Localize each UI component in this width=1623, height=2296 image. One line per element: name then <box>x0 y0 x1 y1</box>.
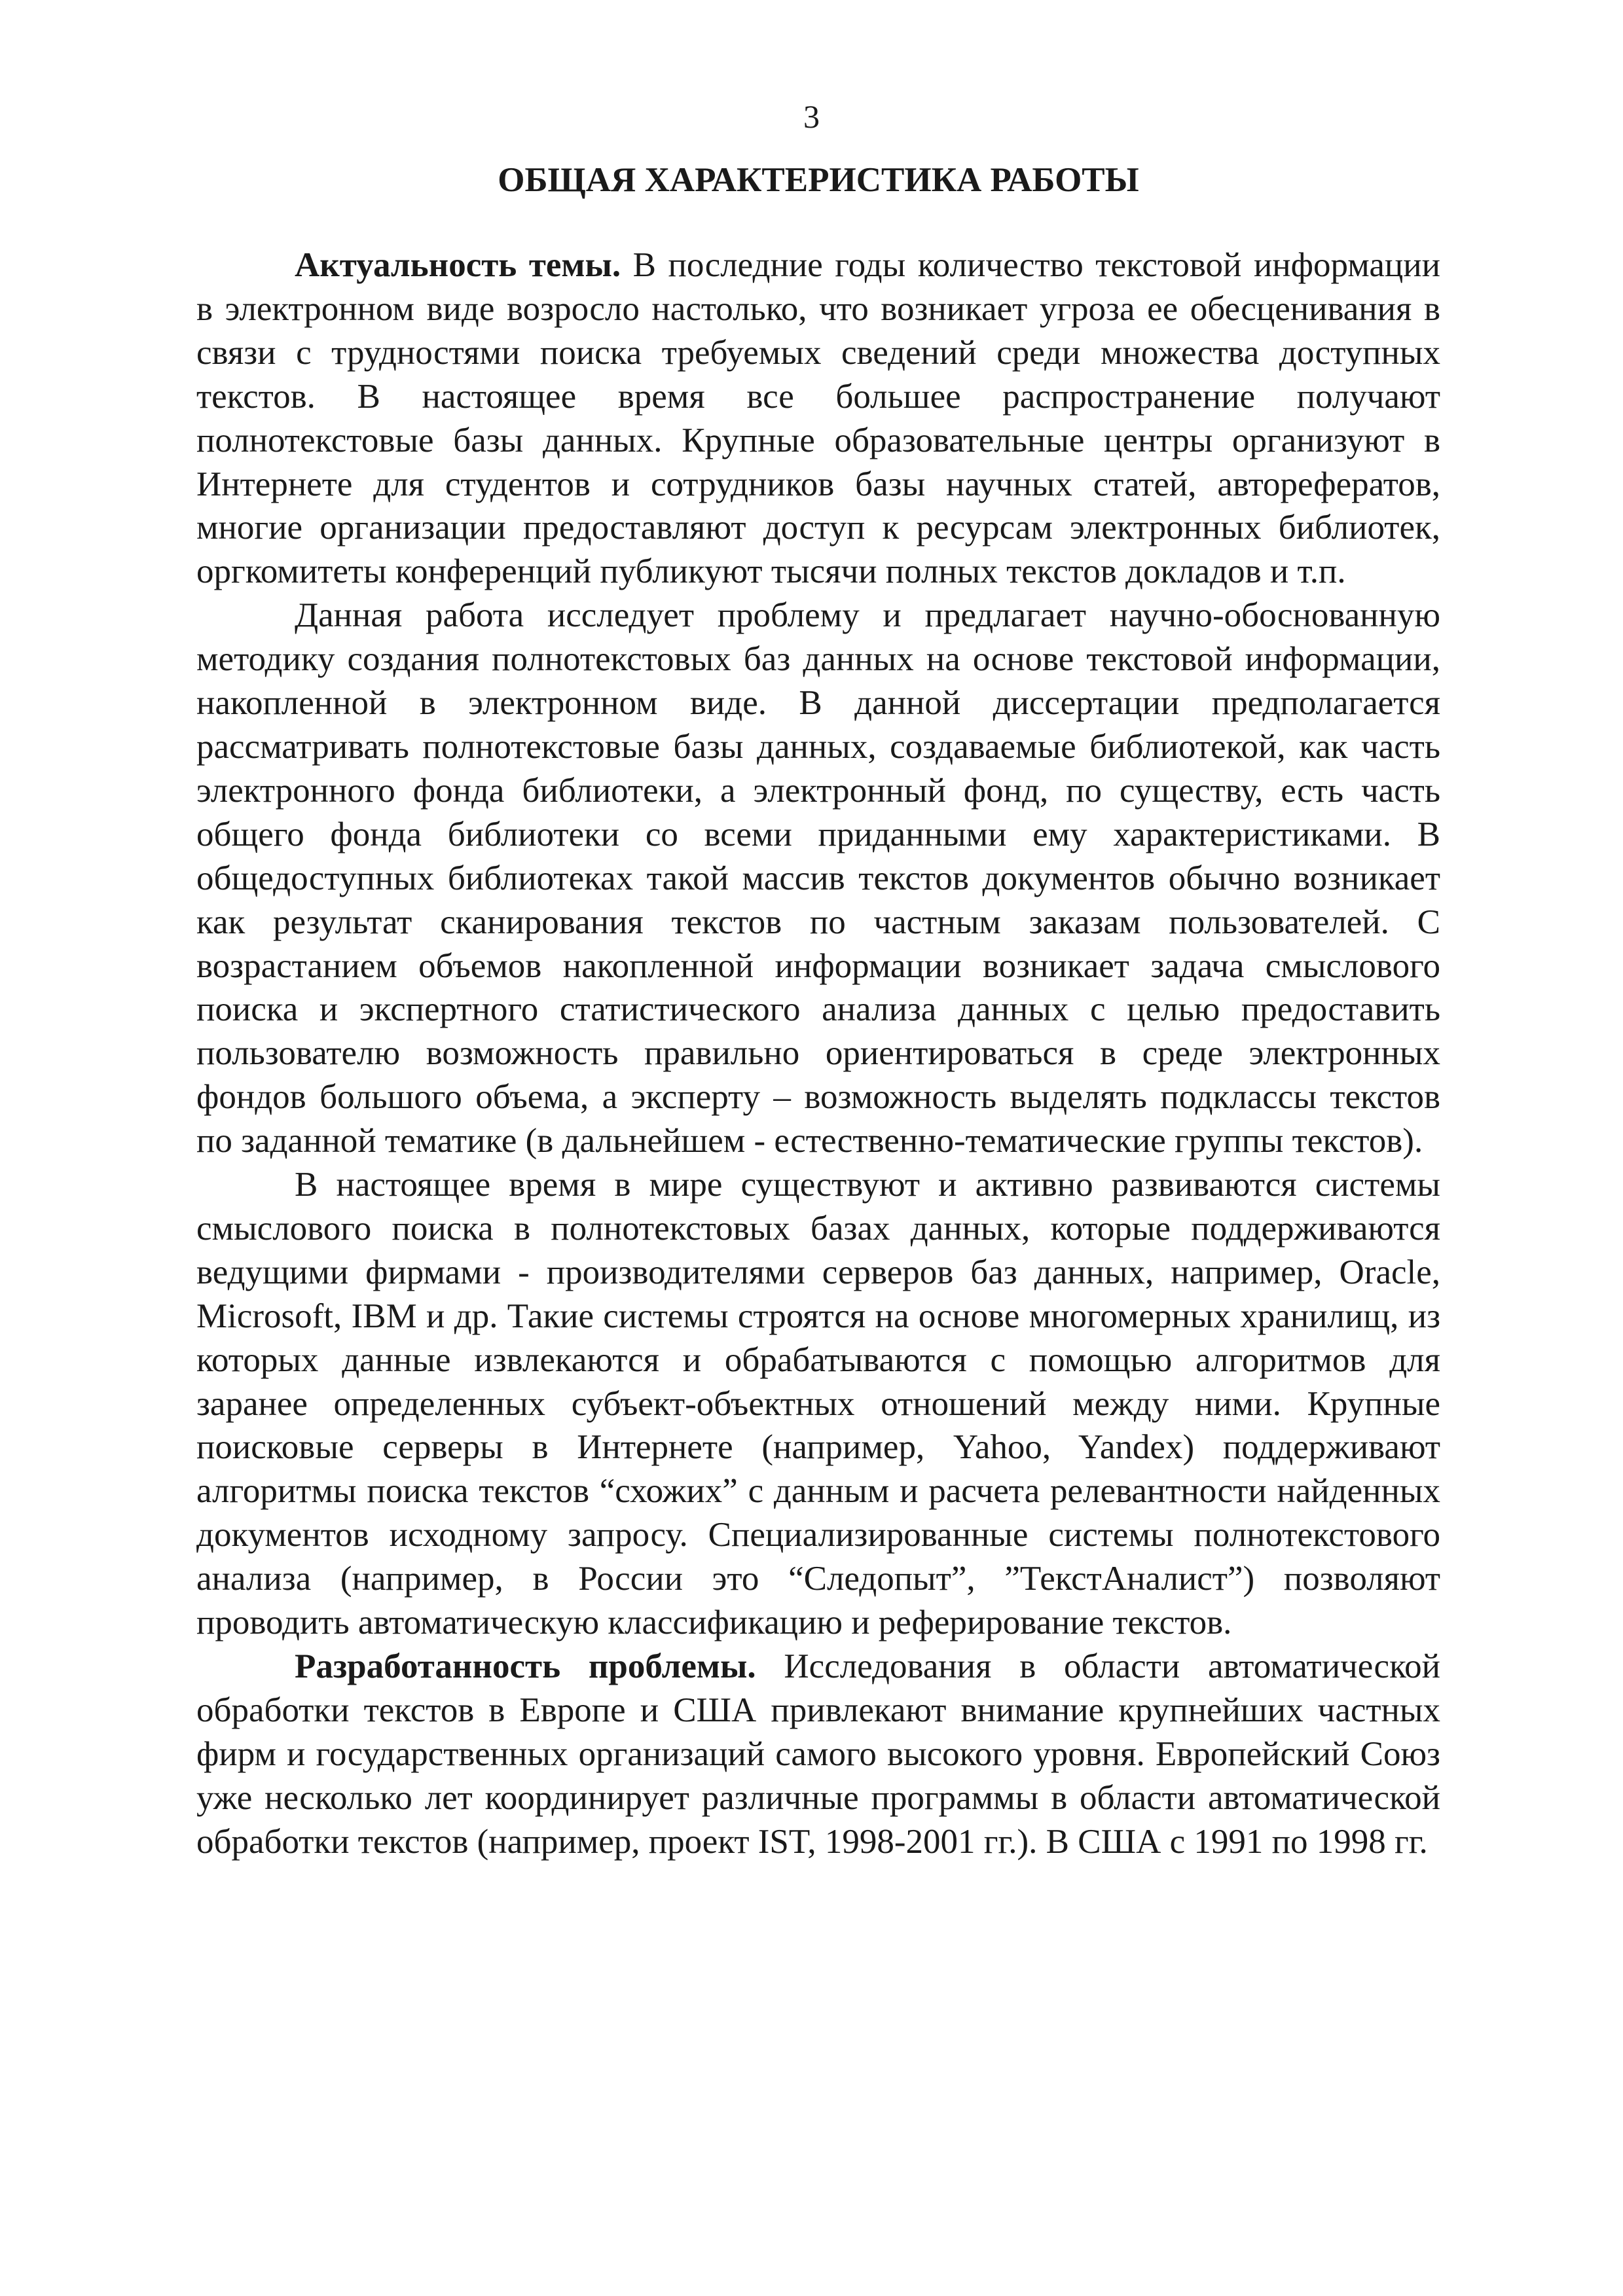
paragraph-text: Исследования в области автоматической обработки текстов в Европе и США привлекают внимание крупнейших частных фирм и государственных организаций самого высокого уровня. Европейский Союз уже несколько лет координирует различные программы в области автоматической обработки текстов (например, проект IST, 1998-2001 гг.). В США с 1991 по 1998 гг. <box>196 1647 1440 1861</box>
page-number: 3 <box>803 98 820 135</box>
paragraph-research-aim <box>196 594 1440 1163</box>
paragraph-relevance <box>196 243 1440 594</box>
paragraph-current-systems <box>196 1163 1440 1645</box>
paragraph-text: В последние годы количество текстовой информации в электронном виде возросло настолько, что возникает угроза ее обесценивания в связи с трудностями поиска требуемых сведений среди множества доступных текстов. В настоящее время все большее распространение получают полнотекстовые базы данных. Крупные образовательные центры организуют в Интернете для студентов и сотрудников базы научных статей, авторефератов, многие организации предоставляют доступ к ресурсам электронных библиотек, оргкомитеты конференций публикуют тысячи полных текстов докладов и т.п. <box>196 246 1441 591</box>
page-title: ОБЩАЯ ХАРАКТЕРИСТИКА РАБОТЫ <box>498 161 1139 199</box>
paragraph-text: В настоящее время в мире существуют и активно развиваются системы смыслового поиска в полнотекстовых базах данных, которые поддерживаются ведущими фирмами - производителями серверов баз данных, например, Oracle, Microsoft, IBM и др. Такие системы строятся на основе многомерных хранилищ, из которых данные извлекаются и обрабатываются с помощью алгоритмов для заранее определенных субъект-объектных отношений между ними. Крупные поисковые серверы в Интернете (например, Yahoo, Yandex) поддерживают алгоритмы поиска текстов “схожих” с данным и расчета релевантности найденных документов исходному запросу. Специализированные системы полнотекстового анализа (например, в России это “Следопыт”, ”ТекстАналист”) позволяют проводить автоматическую классификацию и реферирование текстов. <box>196 1166 1440 1642</box>
paragraph-lead: Актуальность темы. <box>295 246 621 284</box>
paragraph-problem-development <box>196 1645 1440 1864</box>
paragraph-lead: Разработанность проблемы. <box>295 1647 756 1685</box>
paragraph-text: Данная работа исследует проблему и предлагает научно-обоснованную методику создания полнотекстовых баз данных на основе текстовой информации, накопленной в электронном виде. В данной диссертации предполагается рассматривать полнотекстовые базы данных, создаваемые библиотекой, как часть электронного фонда библиотеки, а электронный фонд, по существу, есть часть общего фонда библиотеки со всеми приданными ему характеристиками. В общедоступных библиотеках такой массив текстов документов обычно возникает как результат сканирования текстов по частным заказам пользователей. С возрастанием объемов накопленной информации возникает задача смыслового поиска и экспертного статистического анализа данных с целью предоставить пользователю возможность правильно ориентироваться в среде электронных фондов большого объема, а эксперту – возможность выделять подклассы текстов по заданной тематике (в дальнейшем - естественно-тематические группы текстов). <box>196 596 1440 1160</box>
body-text <box>196 243 1440 1864</box>
